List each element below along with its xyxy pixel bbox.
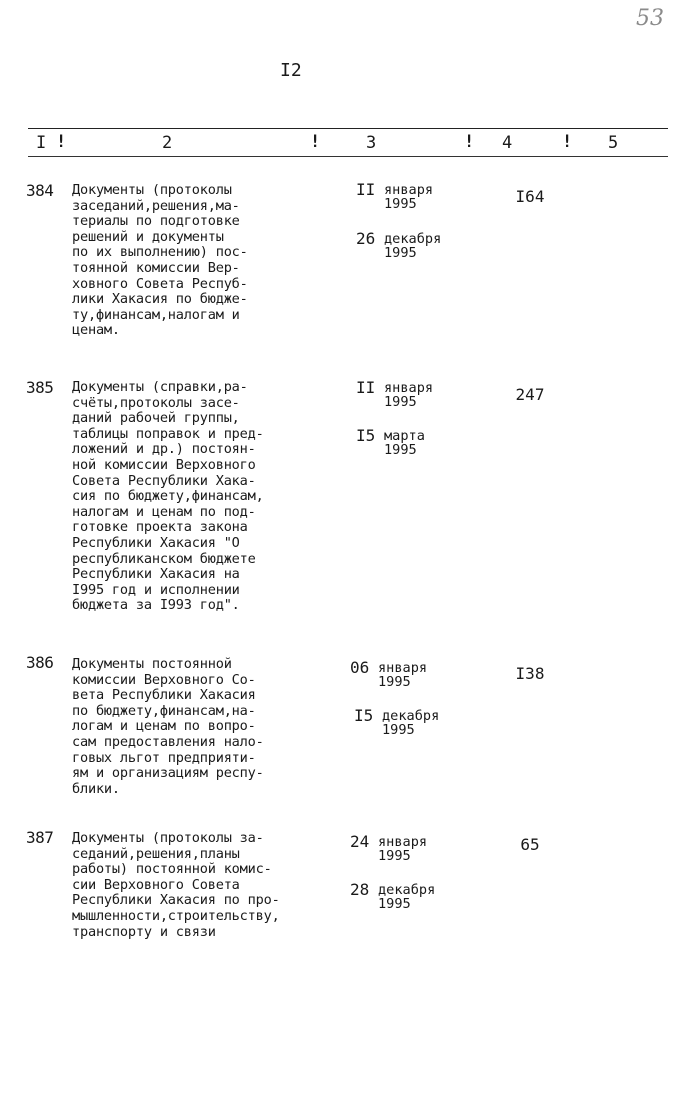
date-year: 1995 — [378, 896, 411, 912]
entry-number: 385 — [26, 378, 54, 397]
date-day: 28 — [350, 880, 370, 899]
date-day: 24 — [350, 832, 370, 851]
header-separator: ! — [562, 132, 573, 152]
header-col-4: 4 — [502, 133, 513, 153]
header-top-rule — [28, 128, 668, 129]
header-col-5: 5 — [608, 133, 619, 153]
date-year: 1995 — [378, 848, 411, 864]
date-day: I5 — [356, 426, 376, 445]
date-day: II — [356, 180, 376, 199]
header-separator: ! — [310, 132, 321, 152]
date-month: декабря — [378, 882, 436, 898]
date-month: января — [384, 182, 434, 198]
date-day: 06 — [350, 658, 370, 677]
date-year: 1995 — [382, 722, 415, 738]
date-month: декабря — [382, 708, 440, 724]
date-year: 1995 — [384, 196, 417, 212]
date-year: 1995 — [384, 394, 417, 410]
date-year: 1995 — [384, 442, 417, 458]
date-month: января — [384, 380, 434, 396]
date-month: декабря — [384, 231, 442, 247]
date-day: 26 — [356, 229, 376, 248]
header-separator: ! — [464, 132, 475, 152]
entry-description: Документы (протоколы за- седаний,решения,планы работы) постоянной комис- сии Верховного Совета Республики Хакасия по про- мышленности,строительству, транспорту и связи — [72, 830, 280, 940]
entry-number: 387 — [26, 828, 54, 847]
entry-description: Документы (протоколы заседаний,решения,ма- териалы по подготовке решений и документы по их выполнению) пос- тоянной комиссии Вер- ховного Совета Респуб- лики Хакасия по бюдже- ту,финансам,налогам и ценам. — [72, 182, 248, 339]
date-month: января — [378, 660, 428, 676]
sheet-count: 247 — [515, 385, 545, 404]
header-bottom-rule — [28, 156, 668, 157]
date-month: января — [378, 834, 428, 850]
date-day: II — [356, 378, 376, 397]
entry-number: 384 — [26, 181, 54, 200]
header-col-3: 3 — [366, 133, 377, 153]
date-year: 1995 — [384, 245, 417, 261]
page-number: I2 — [280, 60, 302, 81]
date-year: 1995 — [378, 674, 411, 690]
header-separator: ! — [56, 132, 67, 152]
entry-description: Документы постоянной комиссии Верховного Со- вета Республики Хакасия по бюджету,финансам,на- логам и ценам по вопро- сам предоставления нало- говых льгот предприяти- ям и организациям респу- блики. — [72, 656, 264, 797]
header-col-1: I — [36, 133, 47, 153]
handwritten-folio-number: 53 — [636, 6, 664, 31]
sheet-count: 65 — [520, 835, 540, 854]
date-month: марта — [384, 428, 425, 444]
sheet-count: I38 — [515, 664, 545, 683]
header-col-2: 2 — [162, 133, 173, 153]
sheet-count: I64 — [515, 187, 545, 206]
entry-description: Документы (справки,ра- счёты,протоколы засе- даний рабочей группы, таблицы поправок и пред- ложений и др.) постоян- ной комиссии Верховного Совета Республики Хака- сия по бюджету,финансам, налогам и ценам по под- готовке проекта закона Республики Хакасия "О республиканском бюджете Республики Хакасия на I995 год и исполнении бюджета за I993 год". — [72, 379, 264, 614]
entry-number: 386 — [26, 653, 54, 672]
date-day: I5 — [354, 706, 374, 725]
